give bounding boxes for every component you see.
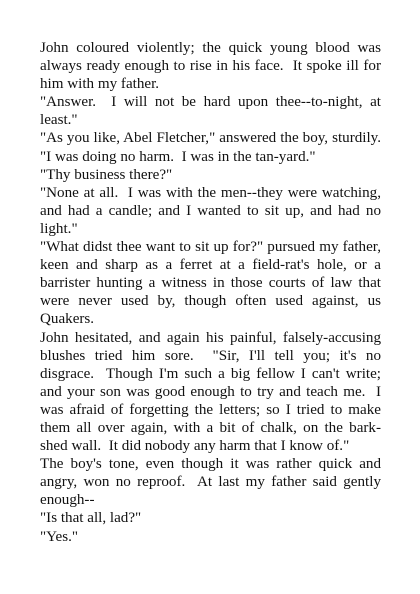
paragraph-john-coloured: John coloured violently; the quick young blood was always ready enough to rise in his face. It spoke ill for him with my father. <box>40 40 385 93</box>
paragraph-thy-business: "Thy business there?" <box>40 166 173 183</box>
paragraph-as-you-like: "As you like, Abel Fletcher," answered the boy, sturdily. "I was doing no harm. I was in the tan-yard." <box>40 130 389 165</box>
paragraph-yes: "Yes." <box>40 528 79 545</box>
paragraph-is-that-all: "Is that all, lad?" <box>40 510 142 527</box>
paragraph-john-hesitated: John hesitated, and again his painful, falsely-accusing blushes tried him sore. "Sir, I'll tell you; it's no disgrace. Though I'm such a big fellow I can't write; and your son was good enough to try and teach me. I was afraid of forgetting the letters; so I tried to make them all over again, with a bit of chalk, on the bark-shed wall. It did nobody any harm that I know of." <box>40 329 385 455</box>
paragraph-none-at-all: "None at all. I was with the men--they were watching, and had a candle; and I wanted to sit up, and had no light." <box>40 184 385 237</box>
paragraph-boys-tone: The boy's tone, even though it was rather quick and angry, won no reproof. At last my father said gently enough-- <box>40 456 385 509</box>
book-page-text <box>40 39 389 546</box>
paragraph-answer: "Answer. I will not be hard upon thee--to-night, at least." <box>40 94 385 129</box>
paragraph-what-didst-thee: "What didst thee want to sit up for?" pursued my father, keen and sharp as a ferret at a field-rat's hole, or a barrister hunting a witness in those courts of law that were never used by, though often used against, us Quakers. <box>40 239 385 328</box>
